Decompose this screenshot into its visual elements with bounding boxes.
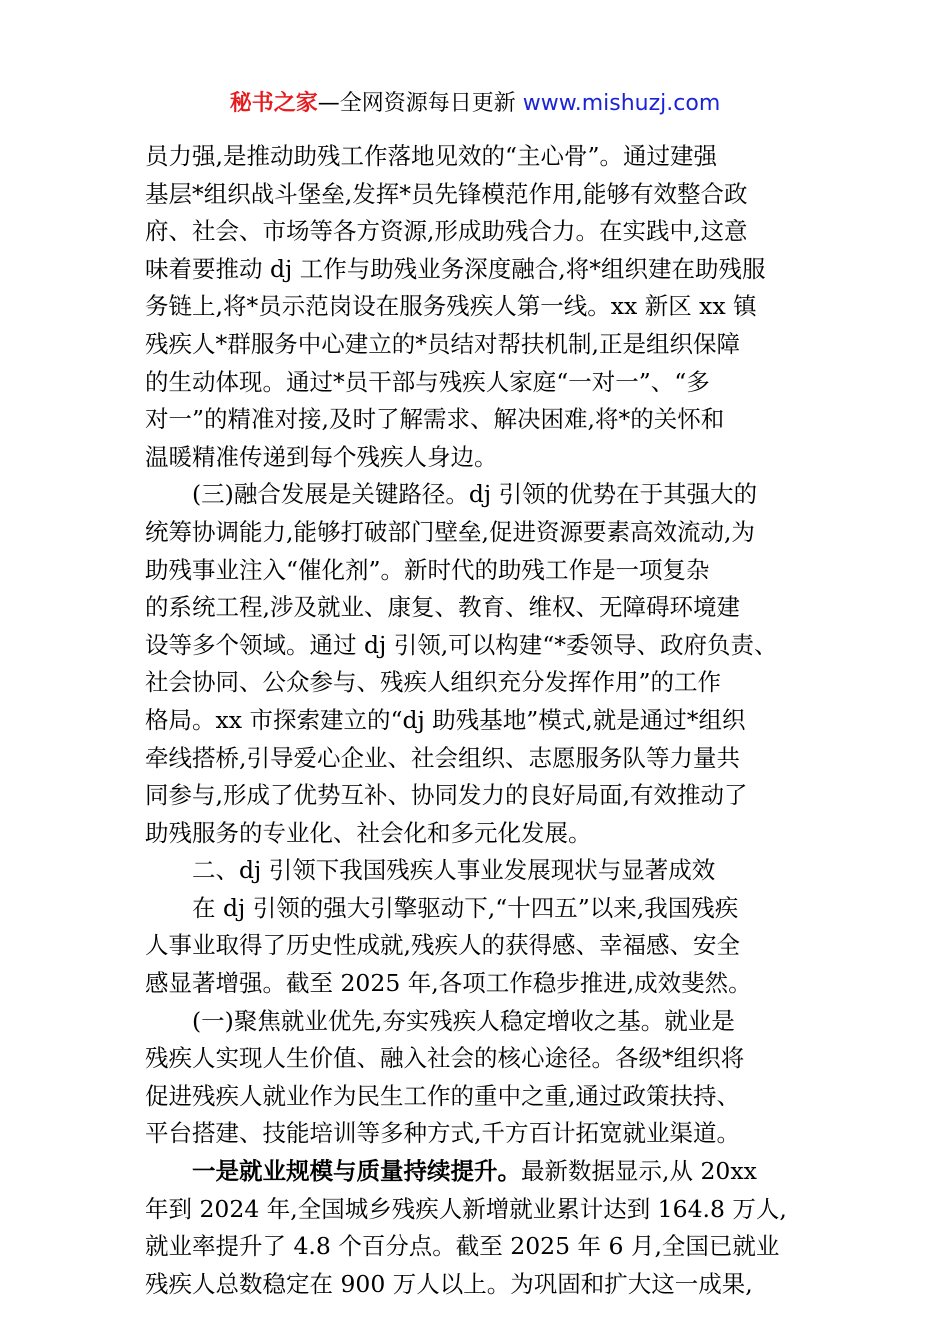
text-line <box>145 1115 825 1153</box>
text-line <box>145 927 825 965</box>
text-line <box>145 476 825 514</box>
text-line <box>145 627 825 665</box>
text-line <box>145 702 825 740</box>
text-line <box>145 852 825 890</box>
text-line <box>145 1153 825 1191</box>
line-text: 残疾人*群服务中心建立的*员结对帮扶机制,正是组织保障 <box>145 329 740 358</box>
line-text: 味着要推动 dj 工作与助残业务深度融合,将*组织建在助残服 <box>145 254 766 283</box>
line-text: 员力强,是推动助残工作落地见效的“主心骨”。通过建强 <box>145 142 717 170</box>
line-text: 基层*组织战斗堡垒,发挥*员先锋模范作用,能够有效整合政 <box>145 179 748 208</box>
line-text: 最新数据显示,从 20xx <box>521 1157 757 1186</box>
site-header <box>0 88 950 120</box>
line-text: 残疾人实现人生价值、融入社会的核心途径。各级*组织将 <box>145 1044 745 1073</box>
text-line <box>145 1191 825 1229</box>
text-line <box>145 138 825 176</box>
text-line <box>145 364 825 402</box>
line-text: 就业率提升了 4.8 个百分点。截至 2025 年 6 月,全国已就业 <box>145 1232 780 1261</box>
text-line <box>145 1266 825 1304</box>
website-link[interactable]: www.mishuzj.com <box>522 91 721 116</box>
line-text: 同参与,形成了优势互补、协同发力的良好局面,有效推动了 <box>145 781 748 810</box>
line-text: 格局。xx 市探索建立的“dj 助残基地”模式,就是通过*组织 <box>145 705 746 734</box>
text-line <box>145 439 825 477</box>
text-line <box>145 213 825 251</box>
text-line <box>145 1040 825 1078</box>
text-line <box>145 1078 825 1116</box>
text-line <box>145 815 825 853</box>
text-line <box>145 514 825 552</box>
text-line <box>145 401 825 439</box>
line-text: 设等多个领域。通过 dj 引领,可以构建“*委领导、政府负责、 <box>145 630 778 659</box>
line-text: 二、dj 引领下我国残疾人事业发展现状与显著成效 <box>192 856 716 885</box>
text-line <box>145 589 825 627</box>
line-text: 残疾人总数稳定在 900 万人以上。为巩固和扩大这一成果, <box>145 1269 753 1298</box>
line-text: 人事业取得了历史性成就,残疾人的获得感、幸福感、安全 <box>145 931 740 960</box>
text-line <box>145 326 825 364</box>
line-text: 府、社会、市场等各方资源,形成助残合力。在实践中,这意 <box>145 217 748 246</box>
text-line <box>145 176 825 214</box>
line-text: 助残服务的专业化、社会化和多元化发展。 <box>145 818 592 847</box>
text-line <box>145 288 825 326</box>
line-text: 在 dj 引领的强大引擎驱动下,“十四五”以来,我国残疾 <box>192 893 739 922</box>
line-text: 社会协同、公众参与、残疾人组织充分发挥作用”的工作 <box>145 668 722 697</box>
line-text: 助残事业注入“催化剂”。新时代的助残工作是一项复杂 <box>145 555 710 584</box>
text-line <box>145 251 825 289</box>
line-text: 务链上,将*员示范岗设在服务残疾人第一线。xx 新区 xx 镇 <box>145 292 757 321</box>
header-tagline: —全网资源每日更新 <box>317 91 523 116</box>
line-text: 促进残疾人就业作为民生工作的重中之重,通过政策扶持、 <box>145 1081 740 1110</box>
text-line <box>145 1003 825 1041</box>
text-line <box>145 777 825 815</box>
line-text: 年到 2024 年,全国城乡残疾人新增就业累计达到 164.8 万人, <box>145 1194 787 1223</box>
text-line <box>145 890 825 928</box>
bold-lead-phrase: 一是就业规模与质量持续提升。 <box>192 1157 521 1186</box>
brand-name: 秘书之家 <box>229 91 318 116</box>
document-body <box>145 138 825 1303</box>
line-text: 对一”的精准对接,及时了解需求、解决困难,将*的关怀和 <box>145 405 725 434</box>
text-line <box>145 965 825 1003</box>
line-text: 感显著增强。截至 2025 年,各项工作稳步推进,成效斐然。 <box>145 969 752 998</box>
text-line <box>145 552 825 590</box>
line-text: 温暖精准传递到每个残疾人身边。 <box>145 442 498 471</box>
line-text: 平台搭建、技能培训等多种方式,千方百计拓宽就业渠道。 <box>145 1119 740 1148</box>
line-text: 牵线搭桥,引导爱心企业、社会组织、志愿服务队等力量共 <box>145 743 740 772</box>
line-text: 的生动体现。通过*员干部与残疾人家庭“一对一”、“多 <box>145 367 710 396</box>
line-text: 统筹协调能力,能够打破部门壁垒,促进资源要素高效流动,为 <box>145 517 755 546</box>
line-text: (三)融合发展是关键路径。dj 引领的优势在于其强大的 <box>192 480 758 509</box>
line-text: 的系统工程,涉及就业、康复、教育、维权、无障碍环境建 <box>145 593 740 622</box>
line-text: (一)聚焦就业优先,夯实残疾人稳定增收之基。就业是 <box>192 1006 735 1035</box>
text-line <box>145 664 825 702</box>
text-line <box>145 740 825 778</box>
text-line <box>145 1228 825 1266</box>
